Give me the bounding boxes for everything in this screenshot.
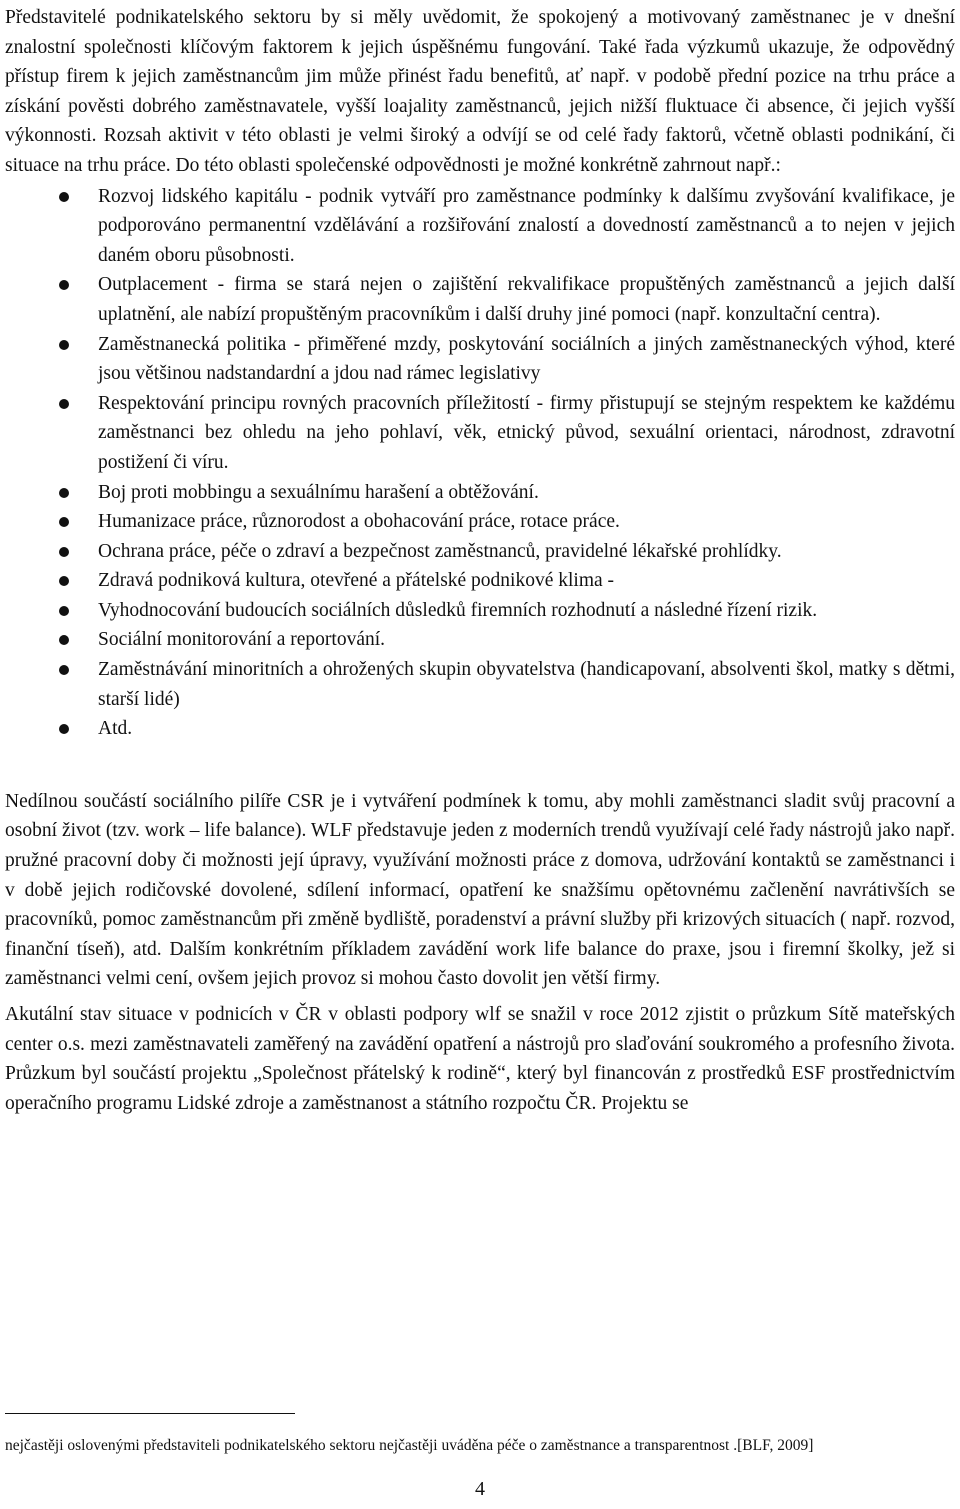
list-item — [5, 625, 955, 655]
bullet-icon — [59, 340, 69, 350]
bullet-icon — [59, 399, 69, 409]
bullet-icon — [59, 724, 69, 734]
list-item — [5, 182, 955, 271]
bullet-icon — [59, 635, 69, 645]
list-item-text: Outplacement - firma se stará nejen o zajištění rekvalifikace propuštěných zaměstnanců a jejich další uplatnění, ale nabízí propuštěným pracovníkům i další druhy jiné pomoci (např. konzultační centra). — [98, 274, 955, 325]
intro-paragraph: Představitelé podnikatelského sektoru by si měly uvědomit, že spokojený a motivovaný zaměstnanec je v dnešní znalostní společnosti klíčovým faktorem k jejich úspěšnému fungování. Také řada výzkumů ukazuje, že odpovědný přístup firem k jejich zaměstnancům jim může přinést řadu benefitů, ať např. v podobě přední pozice na trhu práce a získání pověsti dobrého zaměstnavatele, vyšší loajality zaměstnanců, jejich nižší fluktuace či absence, či jejich vyšší výkonnosti. Rozsah aktivit v této oblasti je velmi široký a odvíjí se od celé řady faktorů, včetně oblasti podnikání, či situace na trhu práce. Do této oblasti společenské odpovědnosti je možné konkrétně zahrnout např.: — [5, 7, 955, 176]
list-item — [5, 389, 955, 478]
list-item-text: Zdravá podniková kultura, otevřené a přátelské podnikové klima - — [98, 570, 615, 592]
document-page — [5, 0, 955, 1454]
bullet-icon — [59, 517, 69, 527]
list-item — [5, 596, 955, 626]
footnote-separator — [5, 1413, 295, 1414]
bullet-icon — [59, 547, 69, 557]
list-item-text: Rozvoj lidského kapitálu - podnik vytváří pro zaměstnance podmínky k dalšímu zvyšování kvalifikace, je podporováno permanentní vzdělávání a rozšiřování znalostí a dovedností zaměstnanců a to nejen v jejich daném oboru působnosti. — [98, 185, 955, 266]
work-life-balance-paragraph: Nedílnou součástí sociálního pilíře CSR je i vytváření podmínek k tomu, aby mohli zaměstnanci sladit svůj pracovní a osobní život (tzv. work – life balance). WLF představuje jeden z moderních trendů využívají celé řady nástrojů jako např. pružné pracovní doby či možnosti její úpravy, využívání možnosti práce z domova, udržování kontaktů se zaměstnanci i v době jejich rodičovské dovolené, sdílení informací, opatření ke snažšímu opětovnému začlenění navrátivších se pracovníků, pomoc zaměstnancům při změně bydliště, poradenství a právní služby při krizových situacích ( např. rozvod, finanční tíseň), atd. Dalším konkrétním příkladem zavádění work life balance do praxe, jsou i firemní školky, jež si zaměstnanci velmi cení, ovšem jejich provoz si mohou často dovolit jen větší firmy. — [5, 790, 955, 990]
list-item-text: Atd. — [98, 718, 133, 740]
footnote: nejčastěji oslovenými představiteli podnikatelského sektoru nejčastěji uváděna péče o zaměstnance a transparentnost .[BLF, 2009] — [5, 1436, 814, 1454]
list-item — [5, 270, 955, 329]
list-item — [5, 566, 955, 596]
list-item — [5, 655, 955, 714]
bullet-icon — [59, 576, 69, 586]
list-item-text: Ochrana práce, péče o zdraví a bezpečnost zaměstnanců, pravidelné lékařské prohlídky. — [98, 540, 782, 562]
bullet-icon — [59, 606, 69, 616]
bullet-icon — [59, 488, 69, 498]
list-item — [5, 714, 955, 744]
list-item-text: Respektování principu rovných pracovních příležitostí - firmy přistupují se stejným respektem ke každému zaměstnanci bez ohledu na jeho pohlaví, věk, etnický původ, sexuální orientaci, národnost, zdravotní postižení či víru. — [98, 392, 955, 473]
survey-paragraph: Akutální stav situace v podnicích v ČR v oblasti podpory wlf se snažil v roce 2012 zjistit o průzkum Sítě mateřských center o.s. mezi zaměstnavateli zaměřený na zavádění opatření a nástrojů pro slaďování soukromého a profesního života. Průzkum byl součástí projektu „Společnost přátelský k rodině“, který byl financován z prostředků ESF prostřednictvím operačního programu Lidské zdroje a zaměstnanost a státního rozpočtu ČR. Projektu se — [5, 1004, 955, 1114]
page-number: 4 — [475, 1478, 485, 1500]
list-item-text: Sociální monitorování a reportování. — [98, 629, 386, 651]
list-item — [5, 507, 955, 537]
list-item-text: Vyhodnocování budoucích sociálních důsledků firemních rozhodnutí a následné řízení rizik. — [98, 599, 818, 621]
list-item-text: Boj proti mobbingu a sexuálnímu harašení a obtěžování. — [98, 481, 539, 503]
csr-activities-list — [5, 182, 955, 744]
list-item — [5, 478, 955, 508]
list-item-text: Zaměstnávání minoritních a ohrožených skupin obyvatelstva (handicapovaní, absolventi škol, matky s dětmi, starší lidé) — [98, 659, 955, 710]
bullet-icon — [59, 665, 69, 675]
bullet-icon — [59, 280, 69, 290]
list-item — [5, 330, 955, 389]
bullet-icon — [59, 192, 69, 202]
list-item-text: Zaměstnanecká politika - přiměřené mzdy, poskytování sociálních a jiných zaměstnaneckých výhod, které jsou většinou nadstandardní a jdou nad rámec legislativy — [98, 333, 955, 385]
list-item-text: Humanizace práce, různorodost a obohacování práce, rotace práce. — [98, 511, 620, 533]
list-item — [5, 537, 955, 567]
